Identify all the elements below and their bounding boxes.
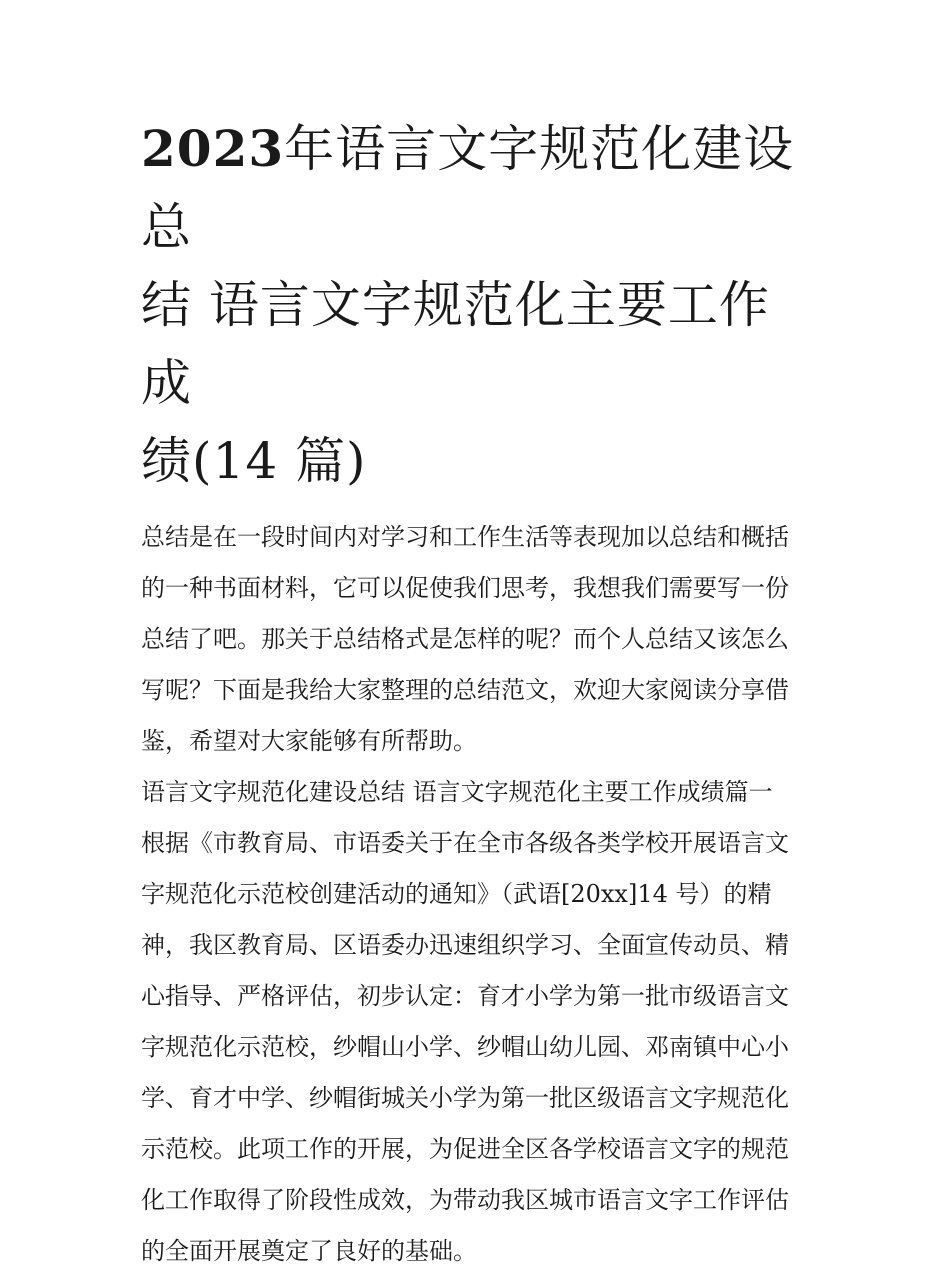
title-line-1-text: 年语言文字规范化建设总	[141, 120, 795, 256]
document-title	[141, 110, 813, 500]
body-line: 字规范化示范校创建活动的通知》（武语[20xx]14 号）的精	[141, 880, 772, 908]
title-year: 2023	[141, 119, 285, 178]
intro-line: 鉴，希望对大家能够有所帮助。	[141, 727, 477, 755]
section-heading: 语言文字规范化建设总结 语言文字规范化主要工作成绩篇一	[141, 778, 773, 806]
body-paragraph	[141, 818, 813, 1277]
body-line: 字规范化示范校，纱帽山小学、纱帽山幼儿园、邓南镇中心小	[141, 1033, 789, 1061]
intro-line: 写呢？下面是我给大家整理的总结范文，欢迎大家阅读分享借	[141, 676, 789, 704]
body-line: 心指导、严格评估，初步认定：育才小学为第一批市级语言文	[141, 982, 789, 1010]
body-line: 根据《市教育局、市语委关于在全市各级各类学校开展语言文	[141, 829, 789, 857]
intro-line: 总结了吧。那关于总结格式是怎样的呢？而个人总结又该怎么	[141, 625, 789, 653]
section-heading-paragraph	[141, 767, 813, 818]
body-line: 化工作取得了阶段性成效，为带动我区城市语言文字工作评估	[141, 1186, 789, 1214]
body-line: 的全面开展奠定了良好的基础。	[141, 1237, 477, 1265]
intro-line: 总结是在一段时间内对学习和工作生活等表现加以总结和概括	[141, 523, 789, 551]
body-line: 学、育才中学、纱帽街城关小学为第一批区级语言文字规范化	[141, 1084, 789, 1112]
title-line-1	[141, 110, 813, 266]
title-line-2: 结 语言文字规范化主要工作成	[141, 276, 770, 412]
title-line-3: 绩(14 篇)	[141, 432, 367, 490]
intro-paragraph	[141, 512, 813, 767]
body-line: 示范校。此项工作的开展，为促进全区各学校语言文字的规范	[141, 1135, 789, 1163]
intro-line: 的一种书面材料，它可以促使我们思考，我想我们需要写一份	[141, 574, 789, 602]
body-line: 神，我区教育局、区语委办迅速组织学习、全面宣传动员、精	[141, 931, 789, 959]
document-page	[141, 110, 813, 1277]
